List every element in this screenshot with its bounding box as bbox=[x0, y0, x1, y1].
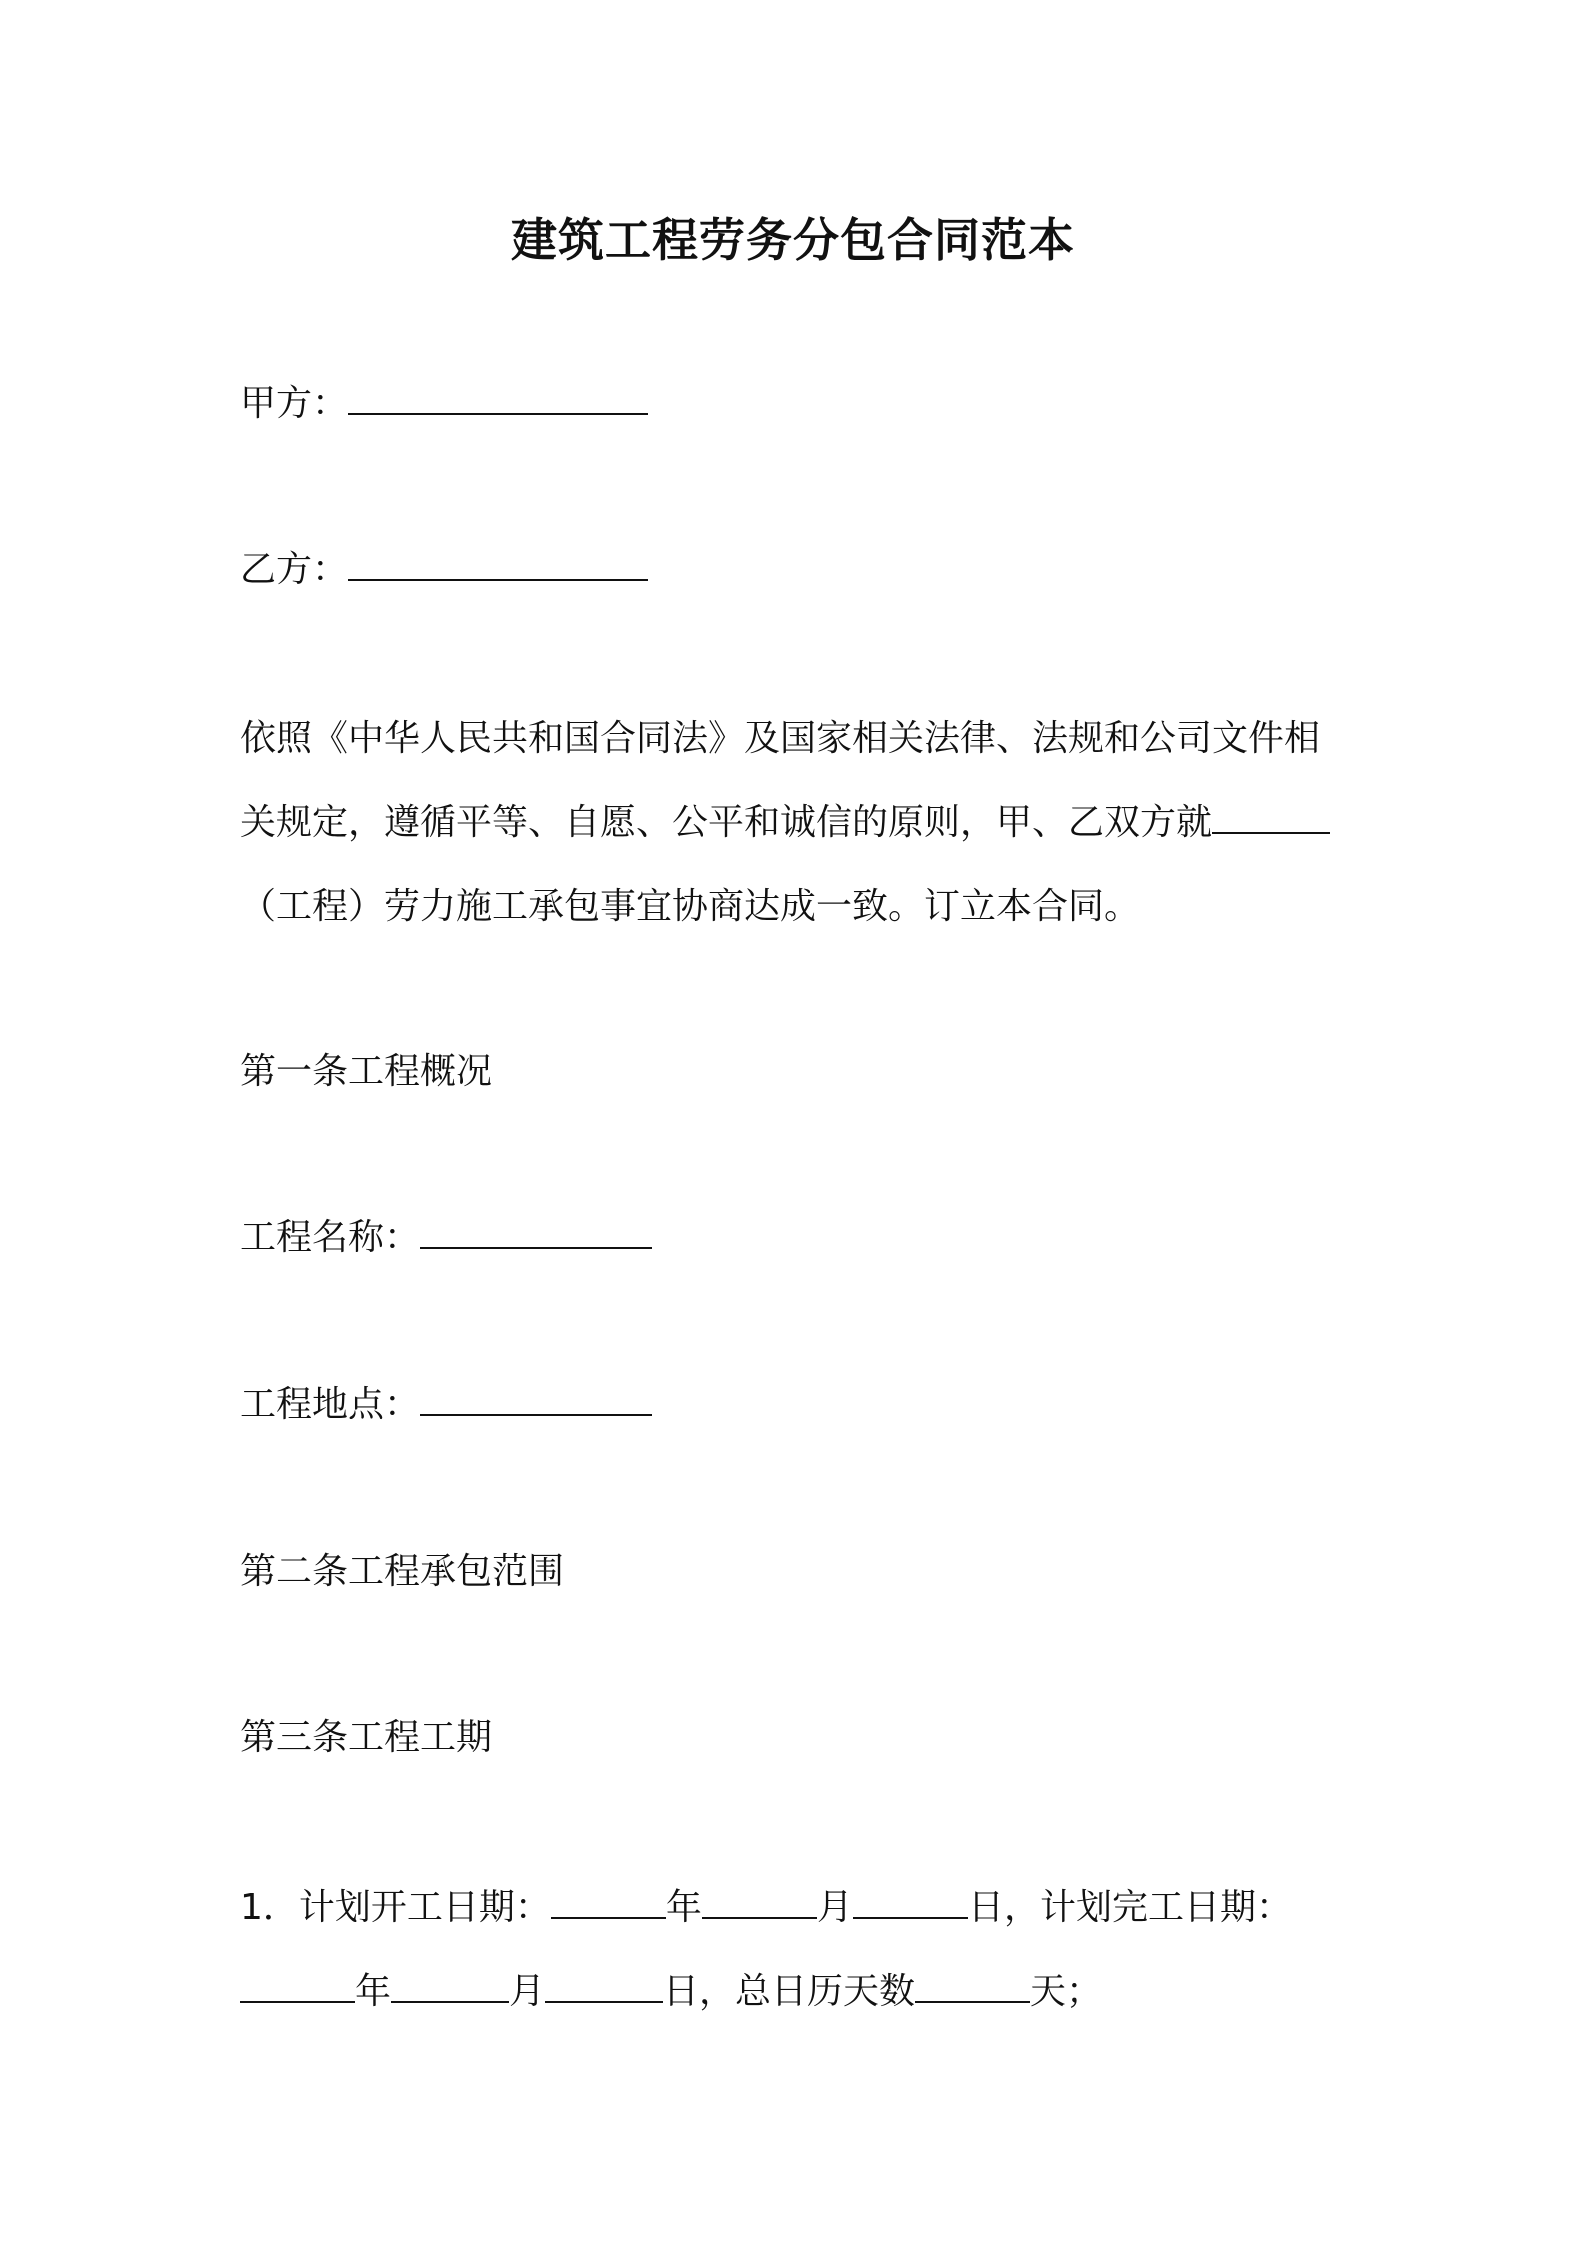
schedule-paragraph bbox=[240, 1866, 1360, 2034]
start-year-label: 年 bbox=[665, 1887, 702, 1928]
party-a-line bbox=[240, 362, 648, 446]
total-days-blank[interactable] bbox=[915, 1971, 1030, 2003]
party-b-label: 乙方： bbox=[240, 549, 349, 590]
preamble-line-2-text: 关规定，遵循平等、自愿、公平和诚信的原则，甲、乙双方就 bbox=[240, 802, 1213, 843]
project-location-blank[interactable] bbox=[420, 1384, 652, 1416]
party-a-blank[interactable] bbox=[348, 383, 648, 415]
article-1-heading: 第一条工程概况 bbox=[240, 1051, 493, 1092]
preamble-line-2 bbox=[240, 781, 1360, 865]
article-2-heading: 第二条工程承包范围 bbox=[240, 1551, 565, 1592]
document-title: 建筑工程劳务分包合同范本 bbox=[511, 213, 1075, 267]
end-year-label: 年 bbox=[355, 1971, 392, 2012]
start-day-blank[interactable] bbox=[853, 1887, 968, 1919]
schedule-prefix: 1．计划开工日期： bbox=[240, 1887, 551, 1928]
end-year-blank[interactable] bbox=[240, 1971, 355, 2003]
start-day-label: 日，计划完工日期： bbox=[967, 1887, 1292, 1928]
start-year-blank[interactable] bbox=[551, 1887, 666, 1919]
preamble-line-1: 依照《中华人民共和国合同法》及国家相关法律、法规和公司文件相 bbox=[240, 718, 1321, 759]
end-month-blank[interactable] bbox=[391, 1971, 509, 2003]
party-b-line bbox=[240, 528, 648, 612]
project-name-label: 工程名称： bbox=[240, 1217, 421, 1258]
start-month-label: 月 bbox=[816, 1887, 853, 1928]
project-location-line bbox=[240, 1363, 652, 1447]
party-a-label: 甲方： bbox=[240, 383, 349, 424]
total-days-label: 日，总日历天数 bbox=[663, 1971, 916, 2012]
schedule-line-2 bbox=[240, 1950, 1360, 2034]
preamble-paragraph bbox=[240, 697, 1360, 949]
project-name-blank[interactable] bbox=[420, 1217, 652, 1249]
end-day-blank[interactable] bbox=[545, 1971, 663, 2003]
start-month-blank[interactable] bbox=[702, 1887, 817, 1919]
party-b-blank[interactable] bbox=[348, 549, 648, 581]
preamble-line-3: （工程）劳力施工承包事宜协商达成一致。订立本合同。 bbox=[240, 886, 1141, 927]
end-month-label: 月 bbox=[509, 1971, 546, 2012]
article-3-heading: 第三条工程工期 bbox=[240, 1717, 493, 1758]
project-location-label: 工程地点： bbox=[240, 1384, 421, 1425]
schedule-line-1 bbox=[240, 1866, 1360, 1950]
project-name-inline-blank[interactable] bbox=[1212, 802, 1330, 834]
project-name-line bbox=[240, 1196, 652, 1280]
days-end-label: 天； bbox=[1030, 1971, 1103, 2012]
